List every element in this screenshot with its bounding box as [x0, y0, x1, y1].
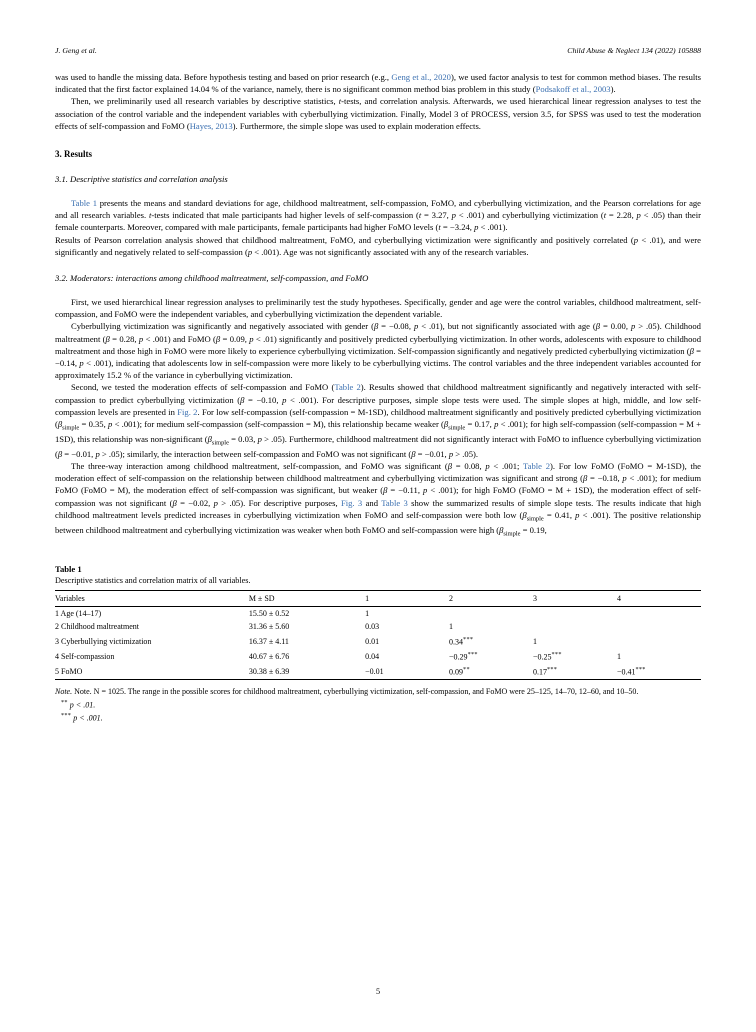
table1-cell-variable: 3 Cyberbullying victimization: [55, 636, 152, 646]
table1-cell-c1: 0.01: [365, 636, 380, 646]
table-row: [55, 620, 701, 633]
table-link-table3[interactable]: Table 3: [381, 497, 408, 508]
table1-cell-c3: 0.17***: [533, 665, 558, 677]
paragraph-regression-setup: First, we used hierarchical linear regression analyses to preliminarily test the study hypotheses. Specifically, gender and age were the control variables, childhood maltreatment, self-compassion, and FoMO were the independent variables, and cyberbullying victimization the dependent variable.: [55, 297, 701, 320]
table1-cell-variable: 1 Age (14–17): [55, 609, 102, 619]
running-head-journal: Child Abuse & Neglect 134 (2022) 105888: [567, 46, 701, 55]
table1-cell-c4: 1: [616, 651, 621, 661]
table1-caption: Descriptive statistics and correlation matrix of all variables.: [55, 576, 251, 586]
table1-label: Table 1: [55, 564, 82, 575]
table1-cell-c4: [617, 634, 701, 649]
table-row: [55, 606, 701, 620]
running-head-authors: J. Geng et al.: [55, 46, 97, 55]
table1: [55, 590, 701, 679]
paragraph-table1-description: Table 1 presents the means and standard deviations for age, childhood maltreatment, self-compassion, FoMO, and cyberbullying victimization, and the Pearson correlations for age and all research variables. t-tests indicated that male participants had higher levels of self-compassion (t = 3.27, p < .001) and cyberbullying victimization (t = 2.28, p < .05) than their female counterparts. Moreover, compared with male participants, female participants had higher FoMO levels (t = −3.24, p < .001).: [55, 198, 701, 233]
table1-note-text: Note. N = 1025. The range in the possible scores for childhood maltreatment, cyberbullying victimization, self-compassion, and FoMO were 25–125, 14–70, 12–60, and 10–50.: [74, 686, 639, 696]
paragraph-three-way-interaction: The three-way interaction among childhood maltreatment, self-compassion, and FoMO was significant (β = 0.08, p < .001; Table 2). For low FoMO (FoMO = M-1SD), the moderation effect of self-compassion on the relationship between childhood maltreatment and cyberbullying victimization was significant and strong (β = −0.18, p < .001); for medium FoMO (FoMO = M), the moderation effect of self-compassion was significant, but weaker (β = −0.11, p < .001); for high FoMO (FoMO = M + 1SD), the moderation effect of self-compassion was not significant (β = −0.02, p > .05). For descriptive purposes, Fig. 3 and Table 3 show the summarized results of simple slope tests. The results indicate that high childhood maltreatment levels predicted increases in cyberbullying victimization when FoMO and self-compassion were both low ($\beta_{simple} = 0.41$, p < .001). The positive relationship between childhood maltreatment and cyberbullying victimization was weaker when both FoMO and self-compassion were high ($\beta_{simple} = 0.19$,: [55, 460, 702, 538]
table-link-table2-b[interactable]: Table 2: [523, 460, 551, 471]
table1-note: Note. Note. N = 1025. The range in the possible scores for childhood maltreatment, cyberbullying victimization, self-compassion, and FoMO were 25–125, 14–70, 12–60, and 10–50.: [55, 686, 639, 696]
table-row: [55, 664, 701, 680]
table1-cell-c1: 0.03: [365, 622, 380, 632]
significance-stars: ***: [635, 665, 646, 673]
table1-col-4: 4: [616, 593, 621, 603]
table1-cell-c2: −0.29***: [449, 650, 478, 662]
significance-stars: **: [463, 665, 470, 673]
table1-header-row: [55, 591, 701, 607]
table1-col-1: 1: [365, 593, 370, 603]
table1-cell-c3: [533, 606, 617, 620]
page-content: [55, 46, 701, 722]
significance-stars: **: [61, 698, 68, 706]
table1-cell-msd: 16.37 ± 4.11: [248, 636, 289, 646]
subsection-heading-3-1: 3.1. Descriptive statistics and correlation analysis: [55, 174, 228, 185]
running-head: [55, 46, 701, 55]
table-row: [55, 649, 701, 664]
table1-cell-c4: [617, 606, 701, 620]
table1-cell-c4: −0.41***: [616, 665, 646, 677]
figure-link-fig2[interactable]: Fig. 2: [177, 406, 198, 417]
table1-cell-variable: 5 FoMO: [55, 666, 83, 676]
subsection-heading-3-2: 3.2. Moderators: interactions among childhood maltreatment, self-compassion, and FoMO: [55, 273, 369, 284]
table1-cell-c3: [533, 620, 617, 633]
paragraph-moderation-results: Second, we tested the moderation effects of self-compassion and FoMO (Table 2). Results showed that childhood maltreatment significantly and negatively interacted with self-compassion to predict cyberbullying victimization (β = −0.10, p < .001). For descriptive purposes, simple slope tests were used. The simple slopes at high, middle, and low self-compassion levels are presented in Fig. 2. For low self-compassion (self-compassion = M-1SD), childhood maltreatment significantly and positively predicted cyberbullying victimization ($\beta_{simple} = 0.35$, p < .001); for medium self-compassion (self-compassion = M), this relationship became weaker ($\beta_{simple} = 0.17$, p < .001); for high self-compassion (self-compassion = M + 1SD), this relationship was non-significant ($\beta_{simple} = 0.03$, p > .05). Furthermore, childhood maltreatment did not significantly interact with FoMO to influence cyberbullying victimization (β = −0.01, p > .05); similarly, the interaction between self-compassion and FoMO was not significant (β = −0.01, p > .05).: [55, 382, 701, 459]
citation-link-geng-2020[interactable]: Geng et al., 2020: [391, 72, 451, 82]
significance-stars: ***: [463, 635, 474, 643]
significance-stars: ***: [551, 650, 562, 658]
table1-cell-c1: 0.04: [365, 651, 380, 661]
table1-sig-note-2: *** p < .001.: [61, 711, 103, 723]
table1-cell-c2: 0.34***: [449, 635, 474, 647]
table1-cell-c3: 1: [533, 636, 538, 646]
table1-cell-c2: [449, 606, 533, 620]
table1-cell-msd: 30.38 ± 6.39: [248, 666, 290, 676]
table-row: [55, 634, 701, 649]
table1-cell-c2: 0.09**: [449, 665, 470, 677]
table1-cell-variable: 4 Self-compassion: [55, 651, 115, 661]
table1-sig-note-1: ** p < .01.: [61, 698, 96, 710]
section-heading-results: 3. Results: [55, 149, 93, 160]
figure-link-fig3[interactable]: Fig. 3: [340, 497, 363, 508]
significance-stars: ***: [61, 711, 72, 719]
paragraph-correlation-results: Results of Pearson correlation analysis showed that childhood maltreatment, FoMO, and cyberbullying victimization were significantly and positively correlated (p < .01), and were significantly and negatively related to self-compassion (p < .001). Age was not significantly associated with any of the research variables.: [55, 234, 701, 257]
table-link-table2-a[interactable]: Table 2: [334, 382, 361, 393]
table1-cell-c2: 1: [449, 622, 454, 632]
table1-cell-msd: 31.36 ± 5.60: [248, 622, 290, 632]
table1-col-msd: M ± SD: [248, 593, 275, 603]
table1-cell-variable: 2 Childhood maltreatment: [55, 622, 139, 632]
paragraph-methods-missing-data: was used to handle the missing data. Before hypothesis testing and based on prior research (e.g., Geng et al., 2020), we used factor analysis to test for common method biases. The results indicated that the first factor explained 14.04 % of the variance, namely, there is no significant common method bias problem in this study (Podsakoff et al., 2003).: [55, 72, 701, 95]
citation-link-hayes-2013[interactable]: Hayes, 2013: [189, 120, 233, 131]
table1-col-variables: Variables: [55, 593, 85, 603]
paragraph-regression-results: Cyberbullying victimization was significantly and negatively associated with gender (β = −0.08, p < .01), but not significantly associated with age (β = 0.00, p > .05). Childhood maltreatment (β = 0.28, p < .001) and FoMO (β = 0.09, p < .01) significantly and positively predicted cyberbullying victimization. In other words, adolescents with exposure to childhood maltreatment and those high in FoMO were more likely to experience cyberbullying victimization. Self-compassion significantly and negatively predicted cyberbullying victimization (β = −0.14, p < .001), indicating that adolescents low in self-compassion were more likely to be cyberbullying victims. The control variables and the three independent variables accounted for approximately 15.2 % of the variance in cyberbullying victimization.: [55, 321, 701, 381]
table1-col-3: 3: [533, 593, 538, 603]
significance-stars: ***: [467, 650, 478, 658]
table1-cell-msd: 40.67 ± 6.76: [248, 651, 290, 661]
table1-block: [55, 564, 701, 722]
significance-stars: ***: [547, 665, 558, 673]
table1-cell-c1: −0.01: [365, 666, 384, 676]
table1-cell-msd: 15.50 ± 0.52: [248, 609, 290, 619]
table1-cell-c1: 1: [365, 609, 370, 619]
table1-col-2: 2: [449, 593, 454, 603]
table1-cell-c3: −0.25***: [533, 650, 562, 662]
table1-cell-c4: [617, 620, 701, 633]
page-number: 5: [375, 987, 381, 996]
table-link-table1[interactable]: Table 1: [71, 198, 97, 209]
citation-link-podsakoff-2003[interactable]: Podsakoff et al., 2003: [535, 84, 611, 95]
paragraph-analysis-strategy: Then, we preliminarily used all research variables by descriptive statistics, t-tests, and correlation analysis. Afterwards, we used hierarchical linear regression analyses to test the association of the control variable and the independent variables with cyberbullying victimization. Finally, Model 3 of PROCESS, version 3.5, for SPSS was used to test the moderation effects of self-compassion and FoMO (Hayes, 2013). Furthermore, the simple slope was used to explain moderation effects.: [55, 96, 701, 131]
